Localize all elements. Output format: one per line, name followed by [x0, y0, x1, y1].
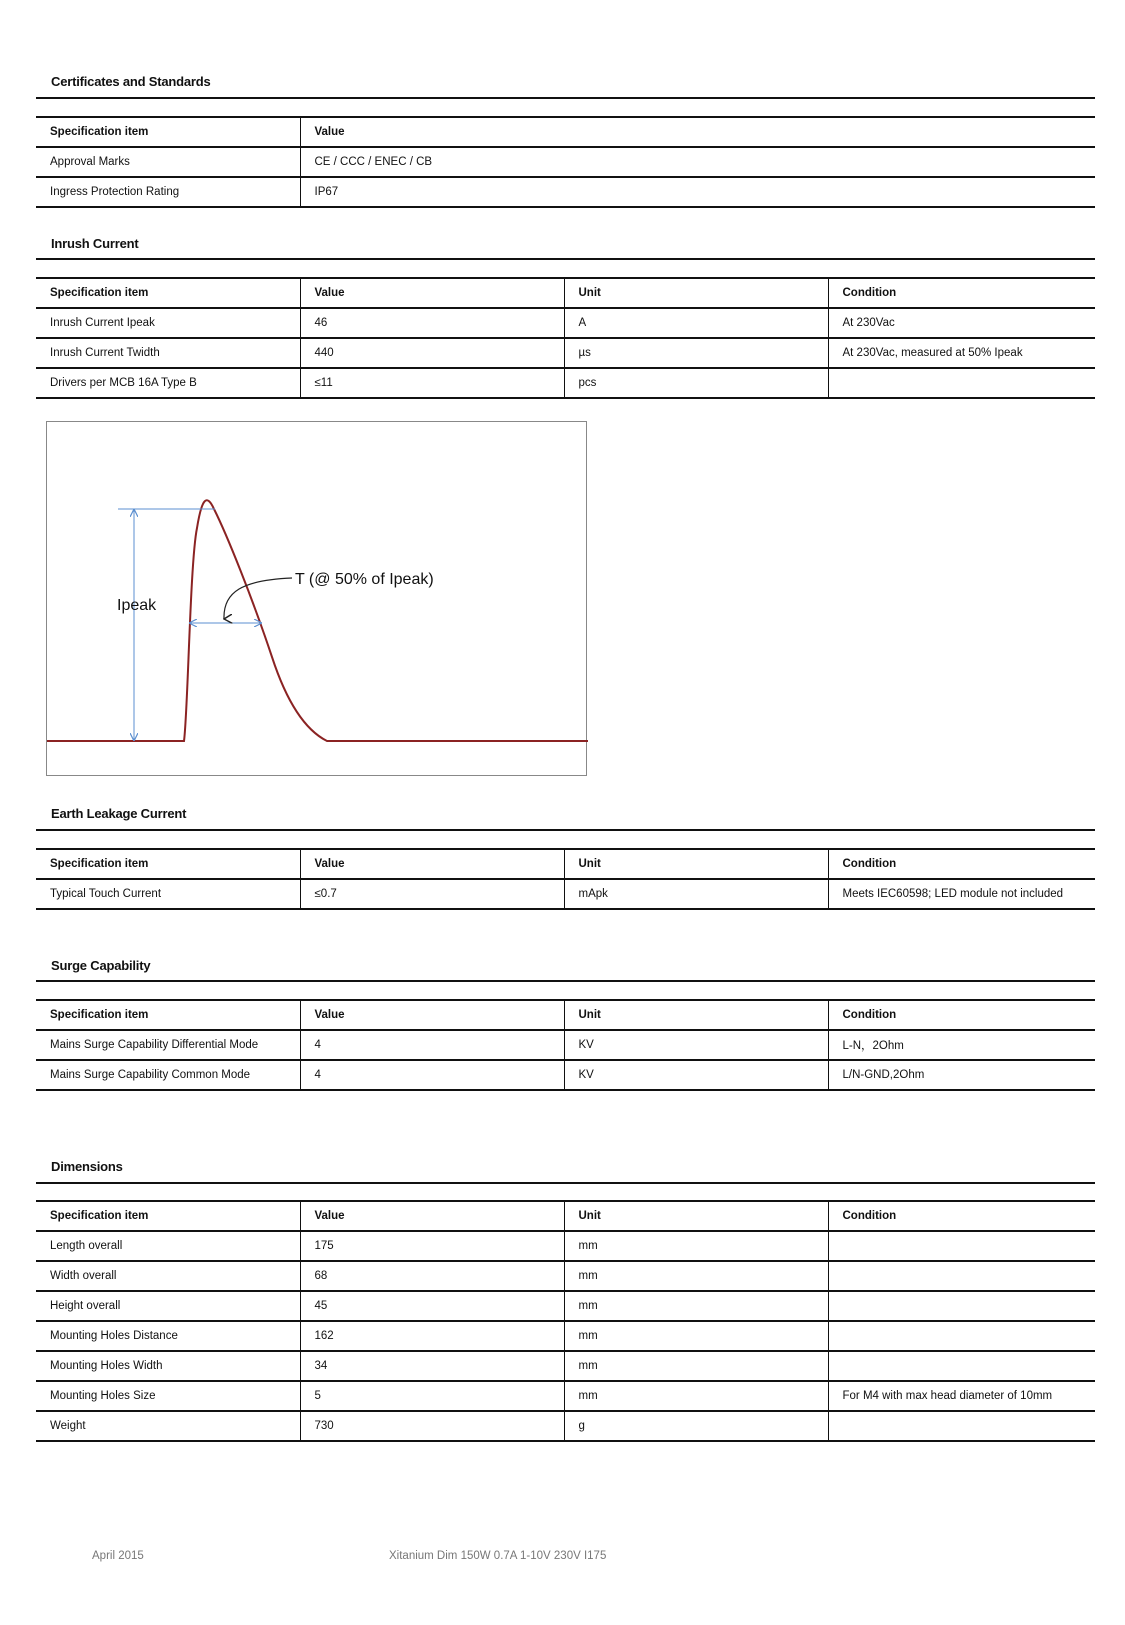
table-cell — [828, 1261, 1095, 1291]
table-cell: For M4 with max head diameter of 10mm — [828, 1381, 1095, 1411]
table-header-cell: Specification item — [36, 278, 300, 308]
table-header-row — [36, 1000, 1095, 1030]
certificates-table — [36, 116, 1095, 208]
table-header-cell: Condition — [828, 278, 1095, 308]
table-cell: Mains Surge Capability Differential Mode — [36, 1030, 300, 1060]
table-cell: Height overall — [36, 1291, 300, 1321]
table-header-row — [36, 117, 1095, 147]
table-cell: Inrush Current Twidth — [36, 338, 300, 368]
table-cell: 730 — [300, 1411, 564, 1441]
table-cell — [828, 1321, 1095, 1351]
table-cell: 162 — [300, 1321, 564, 1351]
inrush-waveform-curve — [47, 500, 588, 741]
table-cell: Drivers per MCB 16A Type B — [36, 368, 300, 398]
table-row — [36, 1231, 1095, 1261]
table-header-cell: Unit — [564, 1000, 828, 1030]
table-row — [36, 338, 1095, 368]
table-cell: L/N-GND,2Ohm — [828, 1060, 1095, 1090]
table-cell: ≤0.7 — [300, 879, 564, 909]
footer-date: April 2015 — [92, 1550, 144, 1562]
table-header-cell: Condition — [828, 1201, 1095, 1231]
table-cell: At 230Vac, measured at 50% Ipeak — [828, 338, 1095, 368]
ipeak-label: Ipeak — [117, 597, 157, 614]
table-cell: Mounting Holes Distance — [36, 1321, 300, 1351]
table-cell: 4 — [300, 1060, 564, 1090]
table-cell — [828, 1411, 1095, 1441]
table-cell: Mounting Holes Size — [36, 1381, 300, 1411]
table-cell: A — [564, 308, 828, 338]
table-cell: 45 — [300, 1291, 564, 1321]
table-row — [36, 1351, 1095, 1381]
table-cell — [828, 1351, 1095, 1381]
table-header-cell: Unit — [564, 849, 828, 879]
table-row — [36, 879, 1095, 909]
section-rule — [36, 980, 1095, 982]
table-cell: 46 — [300, 308, 564, 338]
dimensions-table — [36, 1200, 1095, 1442]
table-cell — [828, 368, 1095, 398]
section-rule — [36, 258, 1095, 260]
table-cell: 34 — [300, 1351, 564, 1381]
table-header-cell: Specification item — [36, 849, 300, 879]
table-header-cell: Unit — [564, 278, 828, 308]
table-cell: ≤11 — [300, 368, 564, 398]
inrush-current-diagram — [46, 421, 587, 776]
table-cell — [828, 1291, 1095, 1321]
table-cell: 68 — [300, 1261, 564, 1291]
table-row — [36, 1060, 1095, 1090]
section-title-earth-leakage: Earth Leakage Current — [51, 806, 187, 821]
table-row — [36, 368, 1095, 398]
table-row — [36, 1381, 1095, 1411]
table-cell: mm — [564, 1261, 828, 1291]
footer-product-name: Xitanium Dim 150W 0.7A 1-10V 230V I175 — [389, 1550, 607, 1562]
table-row — [36, 1321, 1095, 1351]
section-title-surge-capability: Surge Capability — [51, 958, 151, 973]
table-cell: Weight — [36, 1411, 300, 1441]
table-cell: Meets IEC60598; LED module not included — [828, 879, 1095, 909]
table-cell: mApk — [564, 879, 828, 909]
table-cell: KV — [564, 1060, 828, 1090]
table-cell: L-N，2Ohm — [828, 1030, 1095, 1060]
table-cell: Typical Touch Current — [36, 879, 300, 909]
table-cell: 5 — [300, 1381, 564, 1411]
table-row — [36, 308, 1095, 338]
surge-capability-table — [36, 999, 1095, 1091]
table-header-cell: Value — [300, 278, 564, 308]
table-cell: pcs — [564, 368, 828, 398]
inrush-current-table — [36, 277, 1095, 399]
table-cell: 4 — [300, 1030, 564, 1060]
table-header-cell: Specification item — [36, 117, 300, 147]
table-header-cell: Value — [300, 117, 1095, 147]
earth-leakage-table — [36, 848, 1095, 910]
table-cell: Mounting Holes Width — [36, 1351, 300, 1381]
table-cell: µs — [564, 338, 828, 368]
section-title-dimensions: Dimensions — [51, 1159, 123, 1174]
table-header-cell: Value — [300, 1201, 564, 1231]
section-title-certificates: Certificates and Standards — [51, 74, 211, 89]
table-row — [36, 1261, 1095, 1291]
table-cell: Mains Surge Capability Common Mode — [36, 1060, 300, 1090]
table-header-row — [36, 849, 1095, 879]
table-cell: IP67 — [300, 177, 1095, 207]
table-cell: 440 — [300, 338, 564, 368]
table-cell: Width overall — [36, 1261, 300, 1291]
table-cell: Approval Marks — [36, 147, 300, 177]
section-rule — [36, 1182, 1095, 1184]
table-cell: CE / CCC / ENEC / CB — [300, 147, 1095, 177]
table-cell: g — [564, 1411, 828, 1441]
table-header-cell: Condition — [828, 849, 1095, 879]
table-row — [36, 1030, 1095, 1060]
table-cell: 175 — [300, 1231, 564, 1261]
table-row — [36, 1291, 1095, 1321]
table-row — [36, 177, 1095, 207]
table-cell: KV — [564, 1030, 828, 1060]
table-cell: mm — [564, 1381, 828, 1411]
twidth-label: T (@ 50% of Ipeak) — [295, 571, 434, 588]
table-cell: mm — [564, 1321, 828, 1351]
twidth-callout-leader — [224, 578, 292, 619]
table-cell: At 230Vac — [828, 308, 1095, 338]
inrush-waveform-svg — [47, 422, 588, 777]
section-rule — [36, 829, 1095, 831]
table-row — [36, 147, 1095, 177]
table-header-cell: Specification item — [36, 1000, 300, 1030]
table-header-cell: Specification item — [36, 1201, 300, 1231]
table-cell: mm — [564, 1351, 828, 1381]
table-header-cell: Condition — [828, 1000, 1095, 1030]
table-cell: Ingress Protection Rating — [36, 177, 300, 207]
table-row — [36, 1411, 1095, 1441]
table-cell: Length overall — [36, 1231, 300, 1261]
table-header-row — [36, 1201, 1095, 1231]
section-rule — [36, 97, 1095, 99]
section-title-inrush-current: Inrush Current — [51, 236, 139, 251]
table-header-cell: Value — [300, 849, 564, 879]
table-header-cell: Value — [300, 1000, 564, 1030]
table-cell — [828, 1231, 1095, 1261]
table-cell: Inrush Current Ipeak — [36, 308, 300, 338]
table-cell: mm — [564, 1291, 828, 1321]
table-header-row — [36, 278, 1095, 308]
table-cell: mm — [564, 1231, 828, 1261]
table-header-cell: Unit — [564, 1201, 828, 1231]
